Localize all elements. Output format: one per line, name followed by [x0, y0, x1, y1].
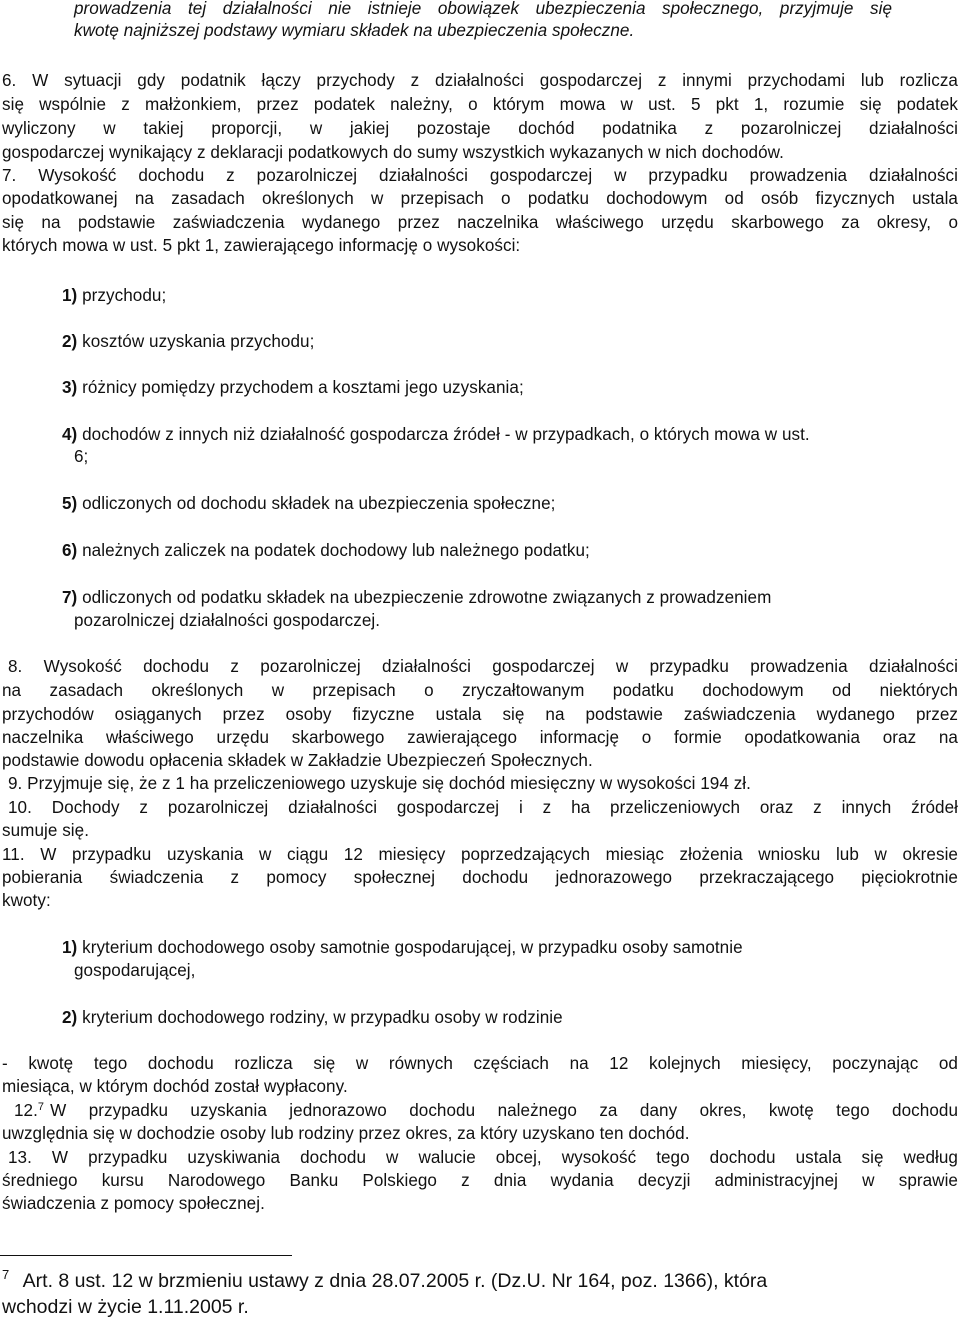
- paragraph-7-line: się na podstawie zaświadczenia wydanego przez naczelnika właściwego urzędu skarbowego za okresy, o: [2, 213, 958, 232]
- paragraph-7-line: opodatkowanej na zasadach określonych w przepisach o podatku dochodowym od osób fizycznych ustala: [2, 189, 958, 208]
- paragraph-11-line: 11. W przypadku uzyskania w ciągu 12 miesięcy poprzedzających miesiąc złożenia wniosku lub w okresie: [2, 845, 958, 864]
- paragraph-6-line: 6. W sytuacji gdy podatnik łączy przychody z działalności gospodarczej z innymi przychodami lub rozlicza: [2, 71, 958, 90]
- list-item: [62, 937, 960, 959]
- paragraph-11-line: kwoty:: [2, 891, 51, 910]
- list-item-text: kosztów uzyskania przychodu;: [82, 332, 315, 351]
- list-item-number: 2): [62, 1008, 78, 1027]
- list-item-text: odliczonych od podatku składek na ubezpieczenie zdrowotne związanych z prowadzeniem: [82, 588, 772, 607]
- paragraph-11-line: pobierania świadczenia z pomocy społecznej dochodu jednorazowego przekraczającego pięciokrotnie: [2, 868, 958, 887]
- list-item: [62, 285, 960, 307]
- paragraph-10-line: 10. Dochody z pozarolniczej działalności gospodarczej i z ha przeliczeniowych oraz z innych źródeł: [8, 798, 958, 817]
- list-item-number: 3): [62, 378, 78, 397]
- list-item-text: kryterium dochodowego osoby samotnie gospodarującej, w przypadku osoby samotnie: [82, 938, 743, 957]
- footnote-number: 7: [2, 1267, 10, 1282]
- paragraph-12-line: uwzględnia się w dochodzie osoby lub rodziny przez okres, za który uzyskano ten dochód.: [2, 1124, 690, 1143]
- list-item-continuation: gospodarującej,: [74, 961, 196, 980]
- paragraph-6-line: gospodarczej wynikający z deklaracji podatkowych do sumy wszystkich wykazanych w nich dochodów.: [2, 143, 784, 162]
- footnote-line: wchodzi w życie 1.11.2005 r.: [2, 1296, 249, 1318]
- list-item: [62, 424, 960, 446]
- list-item: [62, 587, 960, 609]
- list-item-number: 7): [62, 588, 78, 607]
- list-item-text: różnicy pomiędzy przychodem a kosztami jego uzyskania;: [82, 378, 524, 397]
- list-item-number: 5): [62, 494, 78, 513]
- footnote-text: Art. 8 ust. 12 w brzmieniu ustawy z dnia 28.07.2005 r. (Dz.U. Nr 164, poz. 1366), która: [22, 1270, 768, 1292]
- list-item: [62, 493, 960, 515]
- paragraph-13-line: 13. W przypadku uzyskiwania dochodu w walucie obcej, wysokość tego dochodu ustala się według: [8, 1148, 958, 1167]
- list-item: [62, 1007, 960, 1029]
- list-item-continuation: 6;: [74, 447, 89, 466]
- list-item-continuation: pozarolniczej działalności gospodarczej.: [74, 611, 381, 630]
- intro-line: prowadzenia tej działalności nie istnieje obowiązek ubezpieczenia społecznego, przyjmuje się: [74, 0, 892, 18]
- paragraph-13-line: średniego kursu Narodowego Banku Polskiego z dnia wydania decyzji administracyjnej w sprawie: [2, 1171, 958, 1190]
- list-item-number: 4): [62, 425, 78, 444]
- footnote-reference: 7: [37, 1101, 45, 1113]
- paragraph-9: 9. Przyjmuje się, że z 1 ha przeliczeniowego uzyskuje się dochód miesięczny w wysokości 194 zł.: [8, 774, 751, 793]
- list-item-text: kryterium dochodowego rodziny, w przypadku osoby w rodzinie: [82, 1008, 563, 1027]
- paragraph-12-line: W przypadku uzyskania jednorazowo dochodu należnego za dany okres, kwotę tego dochodu: [50, 1101, 958, 1120]
- paragraph-12-first-line: [14, 1100, 958, 1122]
- list-item-text: dochodów z innych niż działalność gospodarcza źródeł - w przypadkach, o których mowa w ust.: [82, 425, 810, 444]
- list-item-number: 2): [62, 332, 78, 351]
- paragraph-13-line: świadczenia z pomocy społecznej.: [2, 1194, 265, 1213]
- paragraph-number: 12.: [14, 1101, 38, 1120]
- list-item-text: przychodu;: [82, 286, 167, 305]
- intro-line: kwotę najniższej podstawy wymiaru składek na ubezpieczenia społeczne.: [74, 21, 635, 40]
- paragraph-8-line: przychodów osiąganych przez osoby fizyczne ustala się na podstawie zaświadczenia wydanego przez: [2, 705, 958, 724]
- list-item: [62, 331, 960, 353]
- paragraph-10-line: sumuje się.: [2, 821, 90, 840]
- paragraph-8-line: naczelnika właściwego urzędu skarbowego zawierającego informację o formie opodatkowania oraz na: [2, 728, 958, 747]
- list-item-text: należnych zaliczek na podatek dochodowy lub należnego podatku;: [82, 541, 590, 560]
- footnote-first-line: [2, 1268, 767, 1294]
- dash-paragraph-line: miesiąca, w którym dochód został wypłacony.: [2, 1077, 348, 1096]
- paragraph-8-line: 8. Wysokość dochodu z pozarolniczej działalności gospodarczej w przypadku prowadzenia działalności: [8, 657, 958, 676]
- list-item-number: 1): [62, 938, 78, 957]
- footnote-separator: [0, 1255, 292, 1256]
- list-item: [62, 377, 960, 399]
- list-item: [62, 540, 960, 562]
- paragraph-6-line: się wspólnie z małżonkiem, przez podatek należny, o którym mowa w ust. 5 pkt 1, rozumie się podatek: [2, 95, 958, 114]
- paragraph-7-line: 7. Wysokość dochodu z pozarolniczej działalności gospodarczej w przypadku prowadzenia działalności: [2, 166, 958, 185]
- list-item-text: odliczonych od dochodu składek na ubezpieczenia społeczne;: [82, 494, 556, 513]
- list-item-number: 6): [62, 541, 78, 560]
- paragraph-6-line: wyliczony w takiej proporcji, w jakiej pozostaje dochód podatnika z pozarolniczej działalności: [2, 119, 958, 138]
- paragraph-8-line: podstawie dowodu opłacenia składek w Zakładzie Ubezpieczeń Społecznych.: [2, 751, 593, 770]
- list-item-number: 1): [62, 286, 78, 305]
- paragraph-8-line: na zasadach określonych w przepisach o zryczałtowanym podatku dochodowym od niektórych: [2, 681, 958, 700]
- paragraph-7-line: których mowa w ust. 5 pkt 1, zawierającego informację o wysokości:: [2, 236, 521, 255]
- dash-paragraph-line: - kwotę tego dochodu rozlicza się w równych częściach na 12 kolejnych miesięcy, poczynając od: [2, 1054, 958, 1073]
